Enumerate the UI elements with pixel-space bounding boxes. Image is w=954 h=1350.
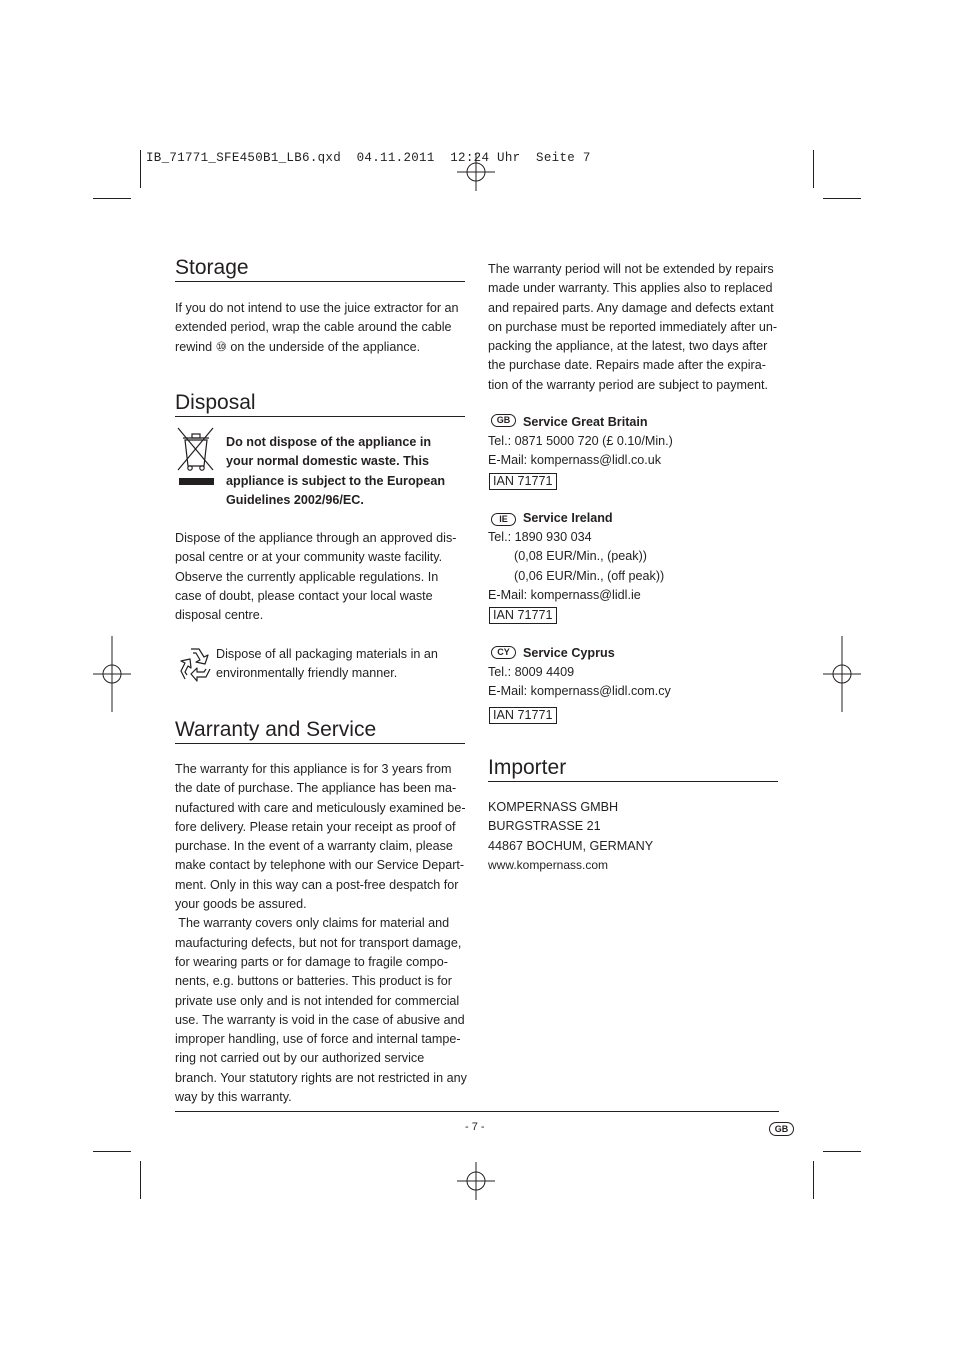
registration-mark-icon bbox=[457, 153, 495, 191]
text-line: The warranty covers only claims for material and bbox=[175, 916, 450, 931]
text-line: nufactured with care and meticulously examined be- bbox=[175, 800, 466, 815]
text-line: for wearing parts or for damage to fragile compo- bbox=[175, 954, 448, 969]
country-badge-gb: GB bbox=[491, 414, 516, 427]
footer-country-badge: GB bbox=[769, 1122, 794, 1136]
recycling-icon bbox=[175, 645, 215, 685]
warranty-continued-text bbox=[488, 260, 777, 395]
crop-mark bbox=[823, 1151, 861, 1152]
heading-rule bbox=[175, 281, 465, 282]
text-line: tion of the warranty period are subject to payment. bbox=[488, 377, 769, 392]
registration-mark-icon bbox=[93, 636, 131, 712]
text-line: Tel.: 1890 930 034 bbox=[488, 530, 592, 544]
ian-box: IAN 71771 bbox=[489, 707, 557, 724]
text-line: nents, e.g. buttons or batteries. This product is for bbox=[175, 974, 452, 989]
crop-mark bbox=[140, 1161, 141, 1199]
crop-mark bbox=[93, 198, 131, 199]
importer-address bbox=[488, 798, 653, 875]
crop-mark bbox=[813, 1161, 814, 1199]
text-line: the date of purchase. The appliance has been ma- bbox=[175, 781, 457, 796]
service-cy-contact bbox=[488, 663, 671, 702]
warranty-text bbox=[175, 760, 467, 1107]
ian-box: IAN 71771 bbox=[489, 607, 557, 624]
text-line: your normal domestic waste. This bbox=[226, 454, 429, 469]
service-gb-contact bbox=[488, 432, 673, 471]
storage-text bbox=[175, 299, 459, 357]
text-line: extended period, wrap the cable around the cable bbox=[175, 320, 452, 335]
text-line: appliance is subject to the European bbox=[226, 473, 446, 488]
text-line: If you do not intend to use the juice extractor for an bbox=[175, 301, 459, 315]
crop-mark bbox=[823, 198, 861, 199]
text-line: and repaired parts. Any damage and defects extant bbox=[488, 300, 774, 315]
page-number: - 7 - bbox=[465, 1121, 485, 1133]
service-ie-title: Service Ireland bbox=[523, 511, 613, 525]
country-badge-cy: CY bbox=[491, 646, 516, 659]
text-line: ring not carried out by our authorized service bbox=[175, 1051, 425, 1066]
text-line: way by this warranty. bbox=[175, 1090, 292, 1105]
service-ie-contact bbox=[488, 528, 664, 605]
text-line: E-Mail: kompernass@lidl.co.uk bbox=[488, 453, 662, 468]
packaging-text bbox=[216, 645, 438, 684]
text-line: fore delivery. Please retain your receipt as proof of bbox=[175, 819, 456, 834]
text-line: packing the appliance, at the latest, two days after bbox=[488, 339, 768, 354]
heading-rule bbox=[175, 743, 465, 744]
text-line: purchase. In the event of a warranty claim, please bbox=[175, 839, 453, 854]
text-line: branch. Your statutory rights are not restricted in any bbox=[175, 1070, 467, 1085]
heading-rule bbox=[488, 781, 778, 782]
service-cy-title: Service Cyprus bbox=[523, 646, 615, 660]
country-badge-ie: IE bbox=[491, 513, 516, 526]
text-line: Dispose of the appliance through an approved dis- bbox=[175, 531, 457, 545]
crop-mark bbox=[813, 150, 814, 188]
registration-mark-icon bbox=[457, 1162, 495, 1200]
text-line: Tel.: 8009 4409 bbox=[488, 665, 575, 679]
service-gb-title: Service Great Britain bbox=[523, 415, 648, 429]
text-line: maufacturing defects, but not for transport damage, bbox=[175, 935, 462, 950]
text-line: Dispose of all packaging materials in an bbox=[216, 647, 438, 661]
text-line: Observe the currently applicable regulations. In bbox=[175, 569, 439, 584]
text-line: rewind ⑩ on the underside of the appliance. bbox=[175, 339, 421, 354]
disposal-heading: Disposal bbox=[175, 391, 256, 414]
disposal-text bbox=[175, 529, 456, 625]
text-line: private use only and is not intended for commercial bbox=[175, 993, 460, 1008]
text-line: posal centre or at your community waste facility. bbox=[175, 550, 443, 565]
text-line: The warranty period will not be extended by repairs bbox=[488, 262, 774, 276]
print-slug: IB_71771_SFE450B1_LB6.qxd 04.11.2011 12:24 Uhr Seite 7 bbox=[146, 151, 591, 165]
text-line: (0,08 EUR/Min., (peak)) bbox=[514, 549, 647, 564]
text-line: E-Mail: kompernass@lidl.ie bbox=[488, 587, 641, 602]
text-line: use. The warranty is void in the case of abusive and bbox=[175, 1012, 465, 1027]
ian-box: IAN 71771 bbox=[489, 473, 557, 490]
text-line: (0,06 EUR/Min., (off peak)) bbox=[514, 568, 665, 583]
text-line: E-Mail: kompernass@lidl.com.cy bbox=[488, 684, 671, 699]
text-line: ment. Only in this way can a post-free despatch for bbox=[175, 877, 459, 892]
text-line: made under warranty. This applies also to replaced bbox=[488, 281, 773, 296]
text-line: the purchase date. Repairs made after the expira- bbox=[488, 358, 766, 373]
text-line: KOMPERNASS GMBH bbox=[488, 800, 619, 814]
disposal-warning bbox=[226, 433, 445, 510]
storage-heading: Storage bbox=[175, 256, 249, 279]
text-line: make contact by telephone with our Service Depart- bbox=[175, 858, 465, 873]
footer-rule bbox=[175, 1111, 779, 1112]
warranty-heading: Warranty and Service bbox=[175, 718, 377, 741]
text-line: Do not dispose of the appliance in bbox=[226, 435, 432, 449]
text-line: The warranty for this appliance is for 3 years from bbox=[175, 762, 452, 776]
crop-mark bbox=[93, 1151, 131, 1152]
heading-rule bbox=[175, 416, 465, 417]
text-line: Tel.: 0871 5000 720 (£ 0.10/Min.) bbox=[488, 434, 673, 448]
text-line: 44867 BOCHUM, GERMANY bbox=[488, 838, 654, 853]
text-line: improper handling, use of force and internal tampe- bbox=[175, 1032, 461, 1047]
text-line: Guidelines 2002/96/EC. bbox=[226, 492, 364, 507]
text-line: your goods be assured. bbox=[175, 897, 307, 912]
importer-website: www.kompernass.com bbox=[488, 857, 609, 872]
text-line: disposal centre. bbox=[175, 608, 264, 623]
text-line: case of doubt, please contact your local waste bbox=[175, 588, 433, 603]
crossed-out-wheelie-bin-icon bbox=[175, 426, 217, 488]
importer-heading: Importer bbox=[488, 756, 567, 779]
text-line: environmentally friendly manner. bbox=[216, 666, 398, 681]
text-line: BURGSTRASSE 21 bbox=[488, 819, 601, 834]
registration-mark-icon bbox=[823, 636, 861, 712]
text-line: on purchase must be reported immediately after un- bbox=[488, 319, 778, 334]
crop-mark bbox=[140, 150, 141, 188]
